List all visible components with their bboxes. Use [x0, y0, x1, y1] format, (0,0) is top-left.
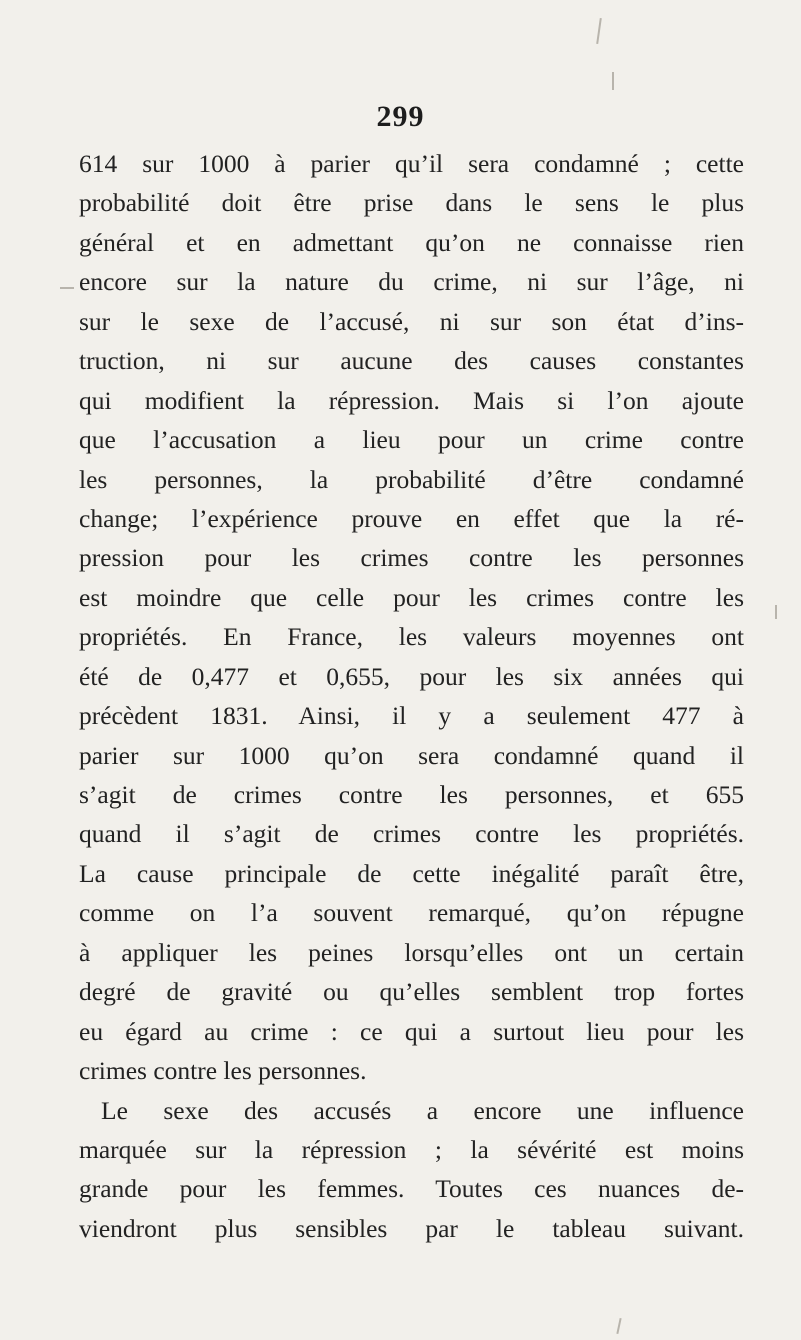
text-line: à appliquer les peines lorsqu’elles ont un certain — [79, 937, 744, 967]
text-line: sur le sexe de l’accusé, ni sur son état d’ins- — [79, 306, 744, 336]
text-line: grande pour les femmes. Toutes ces nuances de- — [79, 1174, 744, 1204]
text-line: encore sur la nature du crime, ni sur l’âge, ni — [79, 267, 744, 297]
text-line: viendront plus sensibles par le tableau suivant. — [79, 1213, 744, 1243]
text-line: les personnes, la probabilité d’être condamné — [79, 464, 744, 494]
text-line: marquée sur la répression ; la sévérité est moins — [79, 1134, 744, 1164]
text-line: change; l’expérience prouve en effet que la ré- — [79, 503, 744, 533]
text-line: général et en admettant qu’on ne connaisse rien — [79, 227, 744, 257]
text-line: été de 0,477 et 0,655, pour les six années qui — [79, 661, 744, 691]
paper-speck — [616, 1318, 621, 1334]
paper-speck — [596, 18, 602, 44]
paper-speck — [60, 287, 74, 289]
text-line: 614 sur 1000 à parier qu’il sera condamné ; cette — [79, 149, 744, 178]
text-line: s’agit de crimes contre les personnes, et 655 — [79, 780, 744, 809]
paper-speck — [612, 72, 614, 90]
text-line: probabilité doit être prise dans le sens le plus — [79, 188, 744, 218]
text-line: comme on l’a souvent remarqué, qu’on répugne — [79, 898, 744, 928]
text-line: qui modifient la répression. Mais si l’on ajoute — [79, 385, 744, 415]
text-line: que l’accusation a lieu pour un crime contre — [79, 425, 744, 455]
text-line: parier sur 1000 qu’on sera condamné quand il — [79, 740, 744, 770]
text-line: degré de gravité ou qu’elles semblent trop fortes — [79, 977, 744, 1007]
text-line: crimes contre les personnes. — [79, 1056, 367, 1086]
text-line: propriétés. En France, les valeurs moyennes ont — [79, 622, 744, 652]
text-line: truction, ni sur aucune des causes constantes — [79, 346, 744, 376]
body-text — [79, 144, 744, 1248]
text-line: quand il s’agit de crimes contre les propriétés. — [79, 819, 744, 849]
paper-speck — [775, 605, 777, 619]
text-line: pression pour les crimes contre les personnes — [79, 543, 744, 573]
text-line: Le sexe des accusés a encore une influence — [101, 1095, 744, 1125]
page-number: 299 — [376, 100, 425, 133]
text-line: précèdent 1831. Ainsi, il y a seulement 477 à — [79, 701, 744, 731]
text-line: La cause principale de cette inégalité paraît être, — [79, 858, 744, 888]
text-line: est moindre que celle pour les crimes contre les — [79, 582, 744, 612]
text-line: eu égard au crime : ce qui a surtout lieu pour les — [79, 1016, 744, 1046]
